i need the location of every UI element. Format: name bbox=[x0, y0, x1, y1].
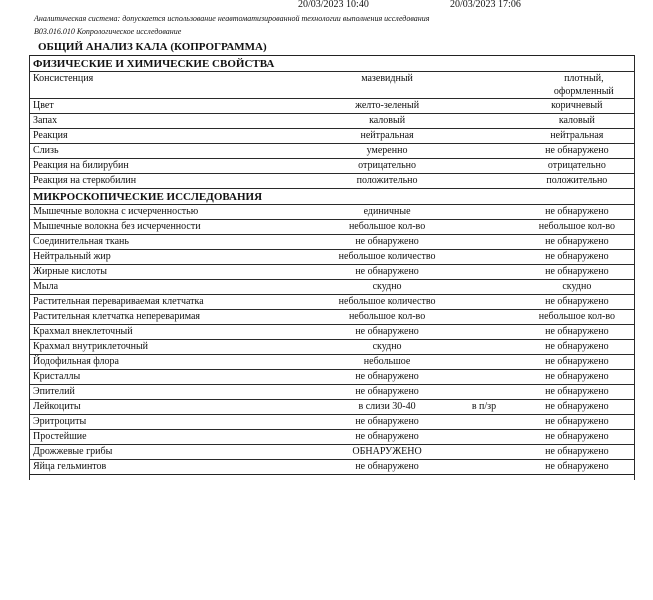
test-value: нейтральная bbox=[326, 129, 448, 144]
test-value: не обнаружено bbox=[326, 235, 448, 250]
table-row bbox=[30, 385, 634, 400]
test-value: не обнаружено bbox=[326, 460, 448, 475]
test-unit bbox=[448, 205, 519, 220]
section-header bbox=[30, 56, 634, 72]
test-name: Запах bbox=[30, 114, 326, 129]
test-value: мазевидный bbox=[326, 72, 448, 99]
test-unit bbox=[448, 72, 519, 99]
test-name: Растительная перевариваемая клетчатка bbox=[30, 295, 326, 310]
date-completed: 20/03/2023 17:06 bbox=[450, 0, 521, 10]
section-header bbox=[30, 189, 634, 205]
reference-value: плотный, оформленный bbox=[520, 72, 634, 99]
test-unit bbox=[448, 235, 519, 250]
test-value: желто-зеленый bbox=[326, 99, 448, 114]
test-unit bbox=[448, 415, 519, 430]
table-row bbox=[30, 99, 634, 114]
test-unit: в п/зр bbox=[448, 400, 519, 415]
test-name: Кристаллы bbox=[30, 370, 326, 385]
reference-value: отрицательно bbox=[520, 159, 634, 174]
test-name: Растительная клетчатка непереваримая bbox=[30, 310, 326, 325]
test-name: Мышечные волокна с исчерченностью bbox=[30, 205, 326, 220]
test-unit bbox=[448, 355, 519, 370]
test-unit bbox=[448, 445, 519, 460]
test-name: Лейкоциты bbox=[30, 400, 326, 415]
test-name: Эритроциты bbox=[30, 415, 326, 430]
test-unit bbox=[448, 114, 519, 129]
reference-value: небольшое кол-во bbox=[520, 220, 634, 235]
table-row bbox=[30, 174, 634, 189]
results-table-body bbox=[30, 56, 634, 475]
test-name: Слизь bbox=[30, 144, 326, 159]
table-row bbox=[30, 220, 634, 235]
table-row bbox=[30, 144, 634, 159]
test-unit bbox=[448, 385, 519, 400]
test-value: не обнаружено bbox=[326, 415, 448, 430]
test-unit bbox=[448, 174, 519, 189]
test-value: не обнаружено bbox=[326, 370, 448, 385]
table-row bbox=[30, 325, 634, 340]
table-row bbox=[30, 280, 634, 295]
reference-value: не обнаружено bbox=[520, 445, 634, 460]
reference-value: не обнаружено bbox=[520, 144, 634, 159]
test-unit bbox=[448, 295, 519, 310]
test-unit bbox=[448, 250, 519, 265]
table-row bbox=[30, 415, 634, 430]
test-unit bbox=[448, 159, 519, 174]
table-row bbox=[30, 129, 634, 144]
reference-value: не обнаружено bbox=[520, 340, 634, 355]
report-title: ОБЩИЙ АНАЛИЗ КАЛА (КОПРОГРАММА) bbox=[38, 41, 267, 53]
test-name: Йодофильная флора bbox=[30, 355, 326, 370]
test-unit bbox=[448, 144, 519, 159]
table-row bbox=[30, 114, 634, 129]
analytic-system-note: Аналитическая система: допускается использование неавтоматизированной технологии выполнения исследования bbox=[34, 14, 430, 23]
reference-value: коричневый bbox=[520, 99, 634, 114]
table-row bbox=[30, 310, 634, 325]
section-title: МИКРОСКОПИЧЕСКИЕ ИССЛЕДОВАНИЯ bbox=[30, 189, 634, 205]
reference-value: не обнаружено bbox=[520, 460, 634, 475]
test-value: скудно bbox=[326, 280, 448, 295]
test-value: каловый bbox=[326, 114, 448, 129]
reference-value: не обнаружено bbox=[520, 295, 634, 310]
test-unit bbox=[448, 460, 519, 475]
section-title: ФИЗИЧЕСКИЕ И ХИМИЧЕСКИЕ СВОЙСТВА bbox=[30, 56, 634, 72]
test-name: Реакция на стеркобилин bbox=[30, 174, 326, 189]
test-value: небольшое количество bbox=[326, 295, 448, 310]
test-unit bbox=[448, 310, 519, 325]
reference-value: не обнаружено bbox=[520, 370, 634, 385]
test-value: небольшое кол-во bbox=[326, 220, 448, 235]
reference-value: не обнаружено bbox=[520, 430, 634, 445]
reference-value: не обнаружено bbox=[520, 235, 634, 250]
test-value: в слизи 30-40 bbox=[326, 400, 448, 415]
dates-row bbox=[0, 0, 653, 12]
test-value: не обнаружено bbox=[326, 430, 448, 445]
test-name: Простейшие bbox=[30, 430, 326, 445]
test-name: Цвет bbox=[30, 99, 326, 114]
test-name: Реакция bbox=[30, 129, 326, 144]
test-value: единичные bbox=[326, 205, 448, 220]
test-name: Эпителий bbox=[30, 385, 326, 400]
table-row bbox=[30, 445, 634, 460]
table-row bbox=[30, 250, 634, 265]
test-unit bbox=[448, 340, 519, 355]
test-name: Крахмал внеклеточный bbox=[30, 325, 326, 340]
table-row bbox=[30, 355, 634, 370]
test-name: Мыла bbox=[30, 280, 326, 295]
reference-value: каловый bbox=[520, 114, 634, 129]
test-value: не обнаружено bbox=[326, 385, 448, 400]
test-name: Жирные кислоты bbox=[30, 265, 326, 280]
reference-value: не обнаружено bbox=[520, 415, 634, 430]
table-row bbox=[30, 72, 634, 99]
test-name: Соединительная ткань bbox=[30, 235, 326, 250]
test-unit bbox=[448, 370, 519, 385]
table-row bbox=[30, 460, 634, 475]
table-row bbox=[30, 205, 634, 220]
test-value: не обнаружено bbox=[326, 265, 448, 280]
test-name: Консистенция bbox=[30, 72, 326, 99]
table-row bbox=[30, 265, 634, 280]
test-name: Крахмал внутриклеточный bbox=[30, 340, 326, 355]
test-name: Нейтральный жир bbox=[30, 250, 326, 265]
test-value: ОБНАРУЖЕНО bbox=[326, 445, 448, 460]
test-code-note: B03.016.010 Копрологическое исследование bbox=[34, 27, 182, 36]
test-name: Мышечные волокна без исчерченности bbox=[30, 220, 326, 235]
test-unit bbox=[448, 220, 519, 235]
table-row bbox=[30, 400, 634, 415]
reference-value: нейтральная bbox=[520, 129, 634, 144]
table-row bbox=[30, 295, 634, 310]
reference-value: небольшое кол-во bbox=[520, 310, 634, 325]
test-value: умеренно bbox=[326, 144, 448, 159]
test-value: положительно bbox=[326, 174, 448, 189]
test-unit bbox=[448, 99, 519, 114]
test-value: небольшое bbox=[326, 355, 448, 370]
test-unit bbox=[448, 280, 519, 295]
test-value: не обнаружено bbox=[326, 325, 448, 340]
reference-value: не обнаружено bbox=[520, 385, 634, 400]
reference-value: не обнаружено bbox=[520, 400, 634, 415]
test-unit bbox=[448, 325, 519, 340]
reference-value: положительно bbox=[520, 174, 634, 189]
results-table bbox=[30, 55, 634, 475]
reference-value: не обнаружено bbox=[520, 265, 634, 280]
test-unit bbox=[448, 430, 519, 445]
table-row bbox=[30, 370, 634, 385]
test-name: Яйца гельминтов bbox=[30, 460, 326, 475]
test-value: отрицательно bbox=[326, 159, 448, 174]
reference-value: не обнаружено bbox=[520, 250, 634, 265]
test-unit bbox=[448, 265, 519, 280]
table-row bbox=[30, 340, 634, 355]
table-row bbox=[30, 430, 634, 445]
reference-value: скудно bbox=[520, 280, 634, 295]
reference-value: не обнаружено bbox=[520, 325, 634, 340]
test-name: Реакция на билирубин bbox=[30, 159, 326, 174]
test-name: Дрожжевые грибы bbox=[30, 445, 326, 460]
date-collected: 20/03/2023 10:40 bbox=[298, 0, 369, 10]
test-value: небольшое кол-во bbox=[326, 310, 448, 325]
table-row bbox=[30, 159, 634, 174]
table-right-border bbox=[634, 55, 635, 480]
test-value: небольшое количество bbox=[326, 250, 448, 265]
table-row bbox=[30, 235, 634, 250]
test-value: скудно bbox=[326, 340, 448, 355]
reference-value: не обнаружено bbox=[520, 205, 634, 220]
test-unit bbox=[448, 129, 519, 144]
reference-value: не обнаружено bbox=[520, 355, 634, 370]
